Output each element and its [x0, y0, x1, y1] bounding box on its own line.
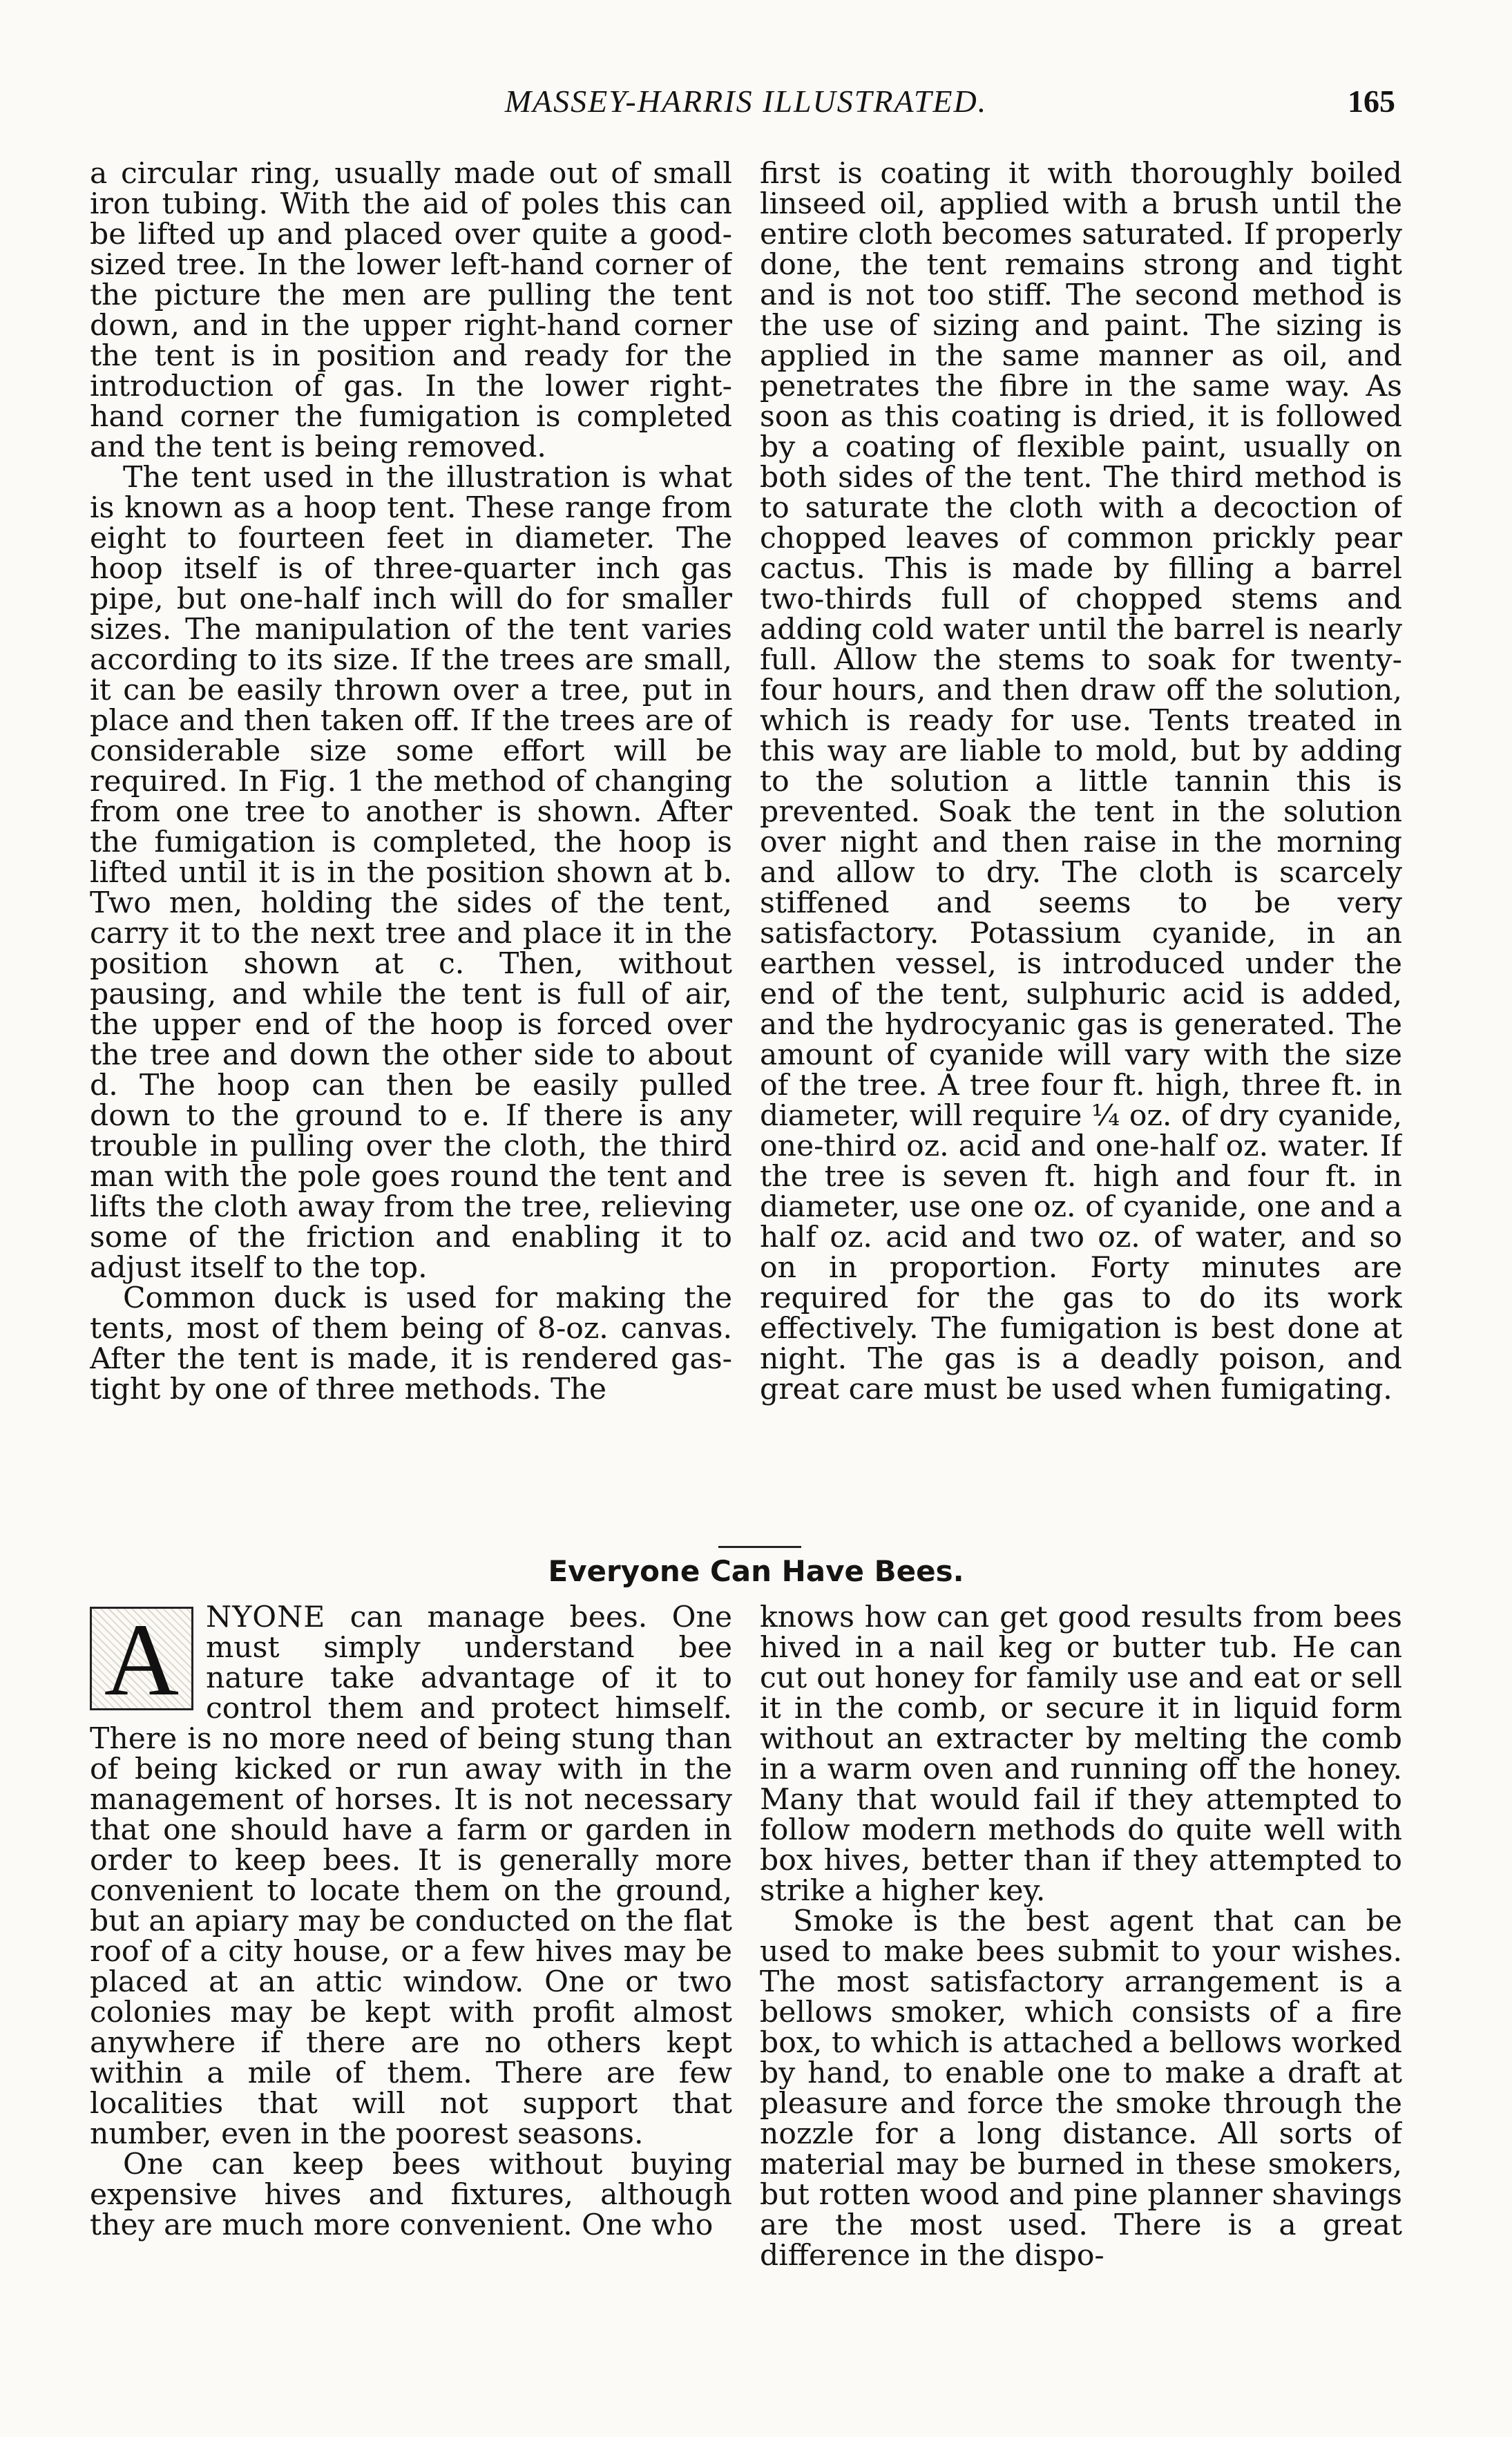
paragraph: Smoke is the best agent that can be used to make bees submit to your wishes. The most satisfactory arrangement is a bellows smoker, which consists of a fire box, to which is attached a bellows worked by hand, to enable one to make a draft at pleasure and force the smoke through the nozzle for a long distance. All sorts of material may be burned in these smokers, but rotten wood and pine planner shavings are the most used. There is a great difference in the dispo- [760, 1904, 1402, 2273]
section-divider [718, 1546, 801, 1548]
paragraph: Common duck is used for making the tents, most of them being of 8-oz. canvas. After the tent is made, it is rendered gas-tight by one of three methods. The [90, 1281, 732, 1406]
publication-title: MASSEY-HARRIS ILLUSTRATED. [504, 84, 988, 119]
paragraph: The tent used in the illustration is what is known as a hoop tent. These range from eight to fourteen feet in diameter. The hoop itself is of three-quarter inch gas pipe, but one-half inch will do for smaller sizes. The manipulation of the tent varies according to its size. If the trees are small, it can be easily thrown over a tree, put in place and then taken off. If the trees are of considerable size some effort will be required. In Fig. 1 the method of changing from one tree to another is shown. After the fumigation is completed, the hoop is lifted until it is in the position shown at b. Two men, holding the sides of the tent, carry it to the next tree and place it in the position shown at c. Then, without pausing, and while the tent is full of air, the upper end of the hoop is forced over the tree and down the other side to about d. The hoop can then be easily pulled down to the ground to e. If there is any trouble in pulling over the cloth, the third man with the pole goes round the tent and lifts the cloth away from the tree, relieving some of the friction and enabling it to adjust itself to the top. [90, 461, 732, 1285]
lead-paragraph-text: can manage bees. One must simply understand bee nature take advantage of it to control them and protect himself. There is no more need of being stung than of being kicked or run away with in the management of horses. It is not necessary that one should have a farm or garden in order to keep bees. It is generally more convenient to locate them on the ground, but an apiary may be conducted on the flat roof of a city house, or a few hives may be placed at an attic window. One or two colonies may be kept with profit almost anywhere if there are no others kept within a mile of them. There are few localities that will not support that number, even in the poorest seasons. [90, 1603, 732, 2151]
article2-column-2 [760, 1603, 1402, 2404]
page-number: 165 [1348, 84, 1395, 119]
lead-paragraph [90, 1603, 732, 2150]
article2-column-1 [90, 1603, 732, 2404]
paragraph: One can keep bees without buying expensive hives and fixtures, although they are much more convenient. One who [90, 2148, 732, 2242]
lead-word: NYONE [206, 1603, 326, 1634]
article1-column-1 [90, 159, 732, 1533]
article-heading: Everyone Can Have Bees. [548, 1554, 964, 1588]
paragraph: knows how can get good results from bees hived in a nail keg or butter tub. He can cut out honey for family use and eat or sell it in the comb, or secure it in liquid form without an extracter by melting the comb in a warm oven and running off the honey. Many that would fail if they attempted to follow modern methods do quite well with box hives, better than if they attempted to strike a higher key. [760, 1603, 1402, 1908]
paragraph: a circular ring, usually made out of small iron tubing. With the aid of poles this can be lifted up and placed over quite a good-sized tree. In the lower left-hand corner of the picture the men are pulling the tent down, and in the upper right-hand corner the tent is in position and ready for the introduction of gas. In the lower right-hand corner the fumigation is completed and the tent is being removed. [90, 159, 732, 464]
article1-column-2 [760, 159, 1402, 1533]
paragraph: first is coating it with thoroughly boiled linseed oil, applied with a brush until the entire cloth becomes saturated. If properly done, the tent remains strong and tight and is not too stiff. The second method is the use of sizing and paint. The sizing is applied in the same manner as oil, and penetrates the fibre in the same way. As soon as this coating is dried, it is followed by a coating of flexible paint, usually on both sides of the tent. The third method is to saturate the cloth with a decoction of chopped leaves of common prickly pear cactus. This is made by filling a barrel two-thirds full of chopped stems and adding cold water until the barrel is nearly full. Allow the stems to soak for twenty-four hours, and then draw off the solution, which is ready for use. Tents treated in this way are liable to mold, but by adding to the solution a little tannin this is prevented. Soak the tent in the solution over night and then raise in the morning and allow to dry. The cloth is scarcely stiffened and seems to be very satisfactory. Potassium cyanide, in an earthen vessel, is introduced under the end of the tent, sulphuric acid is added, and the hydrocyanic gas is generated. The amount of cyanide will vary with the size of the tree. A tree four ft. high, three ft. in diameter, will require ¼ oz. of dry cyanide, one-third oz. acid and one-half oz. water. If the tree is seven ft. high and four ft. in diameter, use one oz. of cyanide, one and a half oz. acid and two oz. of water, and so on in proportion. Forty minutes are required for the gas to do its work effectively. The fumigation is best done at night. The gas is a deadly poison, and great care must be used when fumigating. [760, 159, 1402, 1406]
running-header [97, 83, 1395, 131]
drop-cap-letter: A [104, 1603, 180, 1717]
drop-cap-initial [90, 1603, 193, 1717]
